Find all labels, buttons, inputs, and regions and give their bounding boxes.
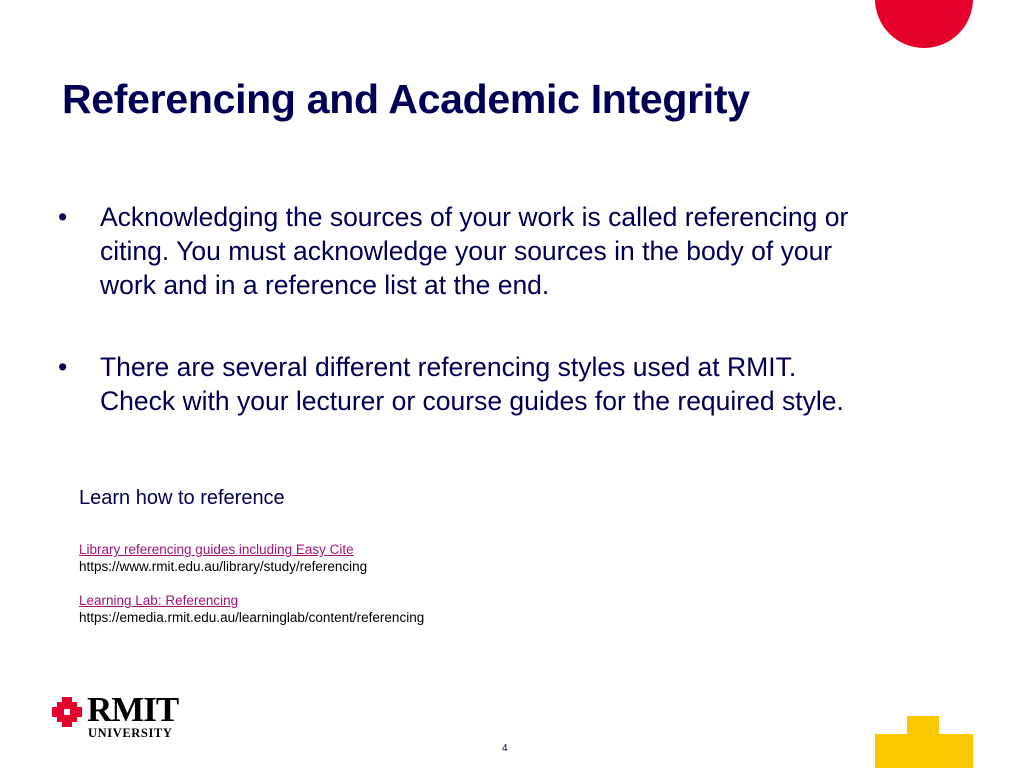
rmit-logo: [52, 690, 184, 742]
bullet-item: [58, 350, 878, 418]
bullet-item: [58, 200, 878, 302]
bullet-dot-icon: •: [58, 202, 68, 232]
bullet-text: There are several different referencing styles used at RMIT. Check with your lecturer or course guides for the required style.: [100, 352, 844, 416]
bullet-dot-icon: •: [58, 352, 68, 382]
learn-heading: Learn how to reference: [79, 487, 285, 509]
page-number: 4: [502, 743, 508, 754]
logo-wordmark: RMIT: [87, 690, 179, 729]
bullet-text: Acknowledging the sources of your work is called referencing or citing. You must acknowledge your sources in the body of your work and in a reference list at the end.: [100, 202, 849, 300]
learning-lab-url: https://emedia.rmit.edu.au/learninglab/content/referencing: [79, 610, 425, 625]
red-circle-decoration: [875, 0, 973, 48]
slide-title: Referencing and Academic Integrity: [62, 76, 750, 122]
resource-learning-lab: [79, 592, 424, 626]
rmit-pixel-mark-icon: [52, 697, 82, 727]
library-guides-url: https://www.rmit.edu.au/library/study/referencing: [79, 559, 368, 574]
bullet-list: [58, 200, 878, 466]
yellow-blocks-decoration: [875, 716, 973, 768]
learning-lab-link[interactable]: Learning Lab: Referencing: [79, 593, 239, 608]
logo-subtitle: UNIVERSITY: [88, 726, 173, 740]
library-guides-link[interactable]: Library referencing guides including Easy Cite: [79, 542, 354, 557]
resource-library-guides: [79, 541, 367, 575]
